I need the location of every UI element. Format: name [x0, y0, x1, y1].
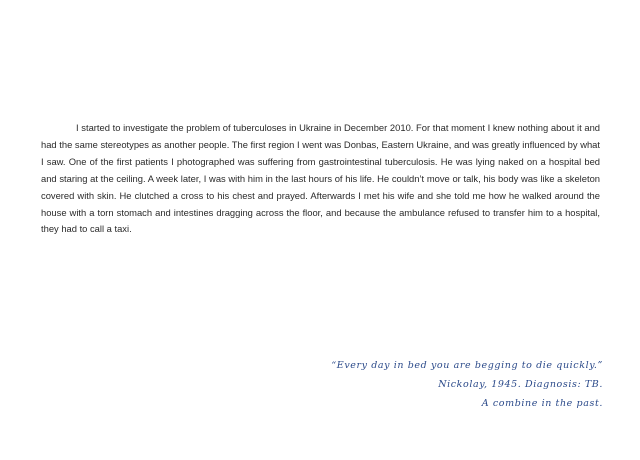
- quote-note: A combine in the past.: [481, 398, 603, 409]
- quote-text: “Every day in bed you are begging to die quickly.”: [331, 360, 603, 371]
- quote-attribution: Nickolay, 1945. Diagnosis: TB.: [438, 379, 603, 390]
- body-paragraph: I started to investigate the problem of tuberculoses in Ukraine in December 2010. For that moment I knew nothing about it and had the same stereotypes as another people. The first region I went was Donbas, Eastern Ukraine, and was greatly influenced by what I saw. One of the first patients I photographed was suffering from gastrointestinal tuberculosis. He was lying naked on a hospital bed and staring at the ceiling. A week later, I was with him in the last hours of his life. He couldn’t move or talk, his body was like a skeleton covered with skin. He clutched a cross to his chest and prayed. Afterwards I met his wife and she told me how he walked around the house with a torn stomach and intestines dragging across the floor, and because the ambulance refused to transfer him to a hospital, they had to call a taxi.: [41, 122, 600, 235]
- handwritten-quote: [283, 356, 603, 413]
